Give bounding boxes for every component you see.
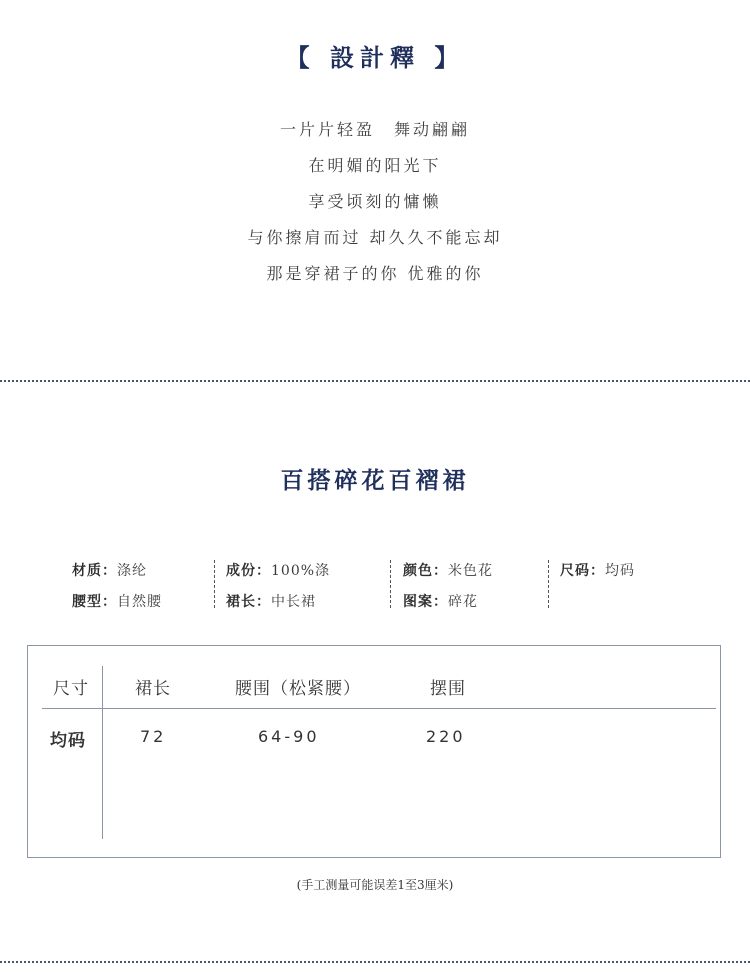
attr-divider xyxy=(214,560,215,608)
waist-header: 腰围（松紧腰） xyxy=(235,679,361,699)
attr-label: 成份： xyxy=(226,563,271,579)
attr-value: 中长裙 xyxy=(271,594,316,610)
poem-line: 与你擦肩而过 却久久不能忘却 xyxy=(247,228,503,247)
length-header: 裙长 xyxy=(135,679,171,699)
product-title: 百搭碎花百褶裙 xyxy=(280,467,470,494)
attr-size xyxy=(560,560,635,580)
design-title: 【 設計釋 】 xyxy=(285,43,465,72)
attr-label: 材质： xyxy=(72,563,117,579)
attr-value: 均码 xyxy=(605,563,635,579)
attr-skirt-length xyxy=(226,591,316,611)
attr-label: 颜色： xyxy=(403,563,448,579)
row-size: 均码 xyxy=(50,731,86,751)
attr-divider xyxy=(548,560,549,608)
attr-value: 涤纶 xyxy=(117,563,147,579)
measurement-note: (手工测量可能误差1至3厘米) xyxy=(296,878,454,892)
hem-header: 摆围 xyxy=(430,679,466,699)
attr-material xyxy=(72,560,147,580)
header-separator xyxy=(42,708,716,709)
product-attributes xyxy=(0,556,750,616)
size-table xyxy=(27,645,721,858)
attr-label: 尺码： xyxy=(560,563,605,579)
poem-line: 一片片轻盈 舞动翩翩 xyxy=(279,120,470,139)
size-header: 尺寸 xyxy=(53,679,89,699)
attr-label: 腰型： xyxy=(72,594,117,610)
attr-color xyxy=(403,560,493,580)
design-poem xyxy=(0,116,750,296)
column-separator xyxy=(102,666,103,839)
attr-label: 图案： xyxy=(403,594,448,610)
attr-pattern xyxy=(403,591,478,611)
attr-value: 米色花 xyxy=(448,563,493,579)
attr-value: 碎花 xyxy=(448,594,478,610)
poem-line: 在明媚的阳光下 xyxy=(308,156,442,175)
attr-label: 裙长： xyxy=(226,594,271,610)
attr-value: 100%涤 xyxy=(271,563,331,579)
section-divider xyxy=(0,961,750,963)
attr-waist-type xyxy=(72,591,162,611)
row-waist: 64-90 xyxy=(258,727,320,746)
attr-value: 自然腰 xyxy=(117,594,162,610)
row-hem: 220 xyxy=(426,727,466,746)
poem-line: 那是穿裙子的你 优雅的你 xyxy=(266,264,484,283)
row-length: 72 xyxy=(140,727,167,746)
attr-composition xyxy=(226,560,330,580)
attr-divider xyxy=(390,560,391,608)
section-divider xyxy=(0,380,750,382)
poem-line: 享受顷刻的慵懒 xyxy=(308,192,442,211)
